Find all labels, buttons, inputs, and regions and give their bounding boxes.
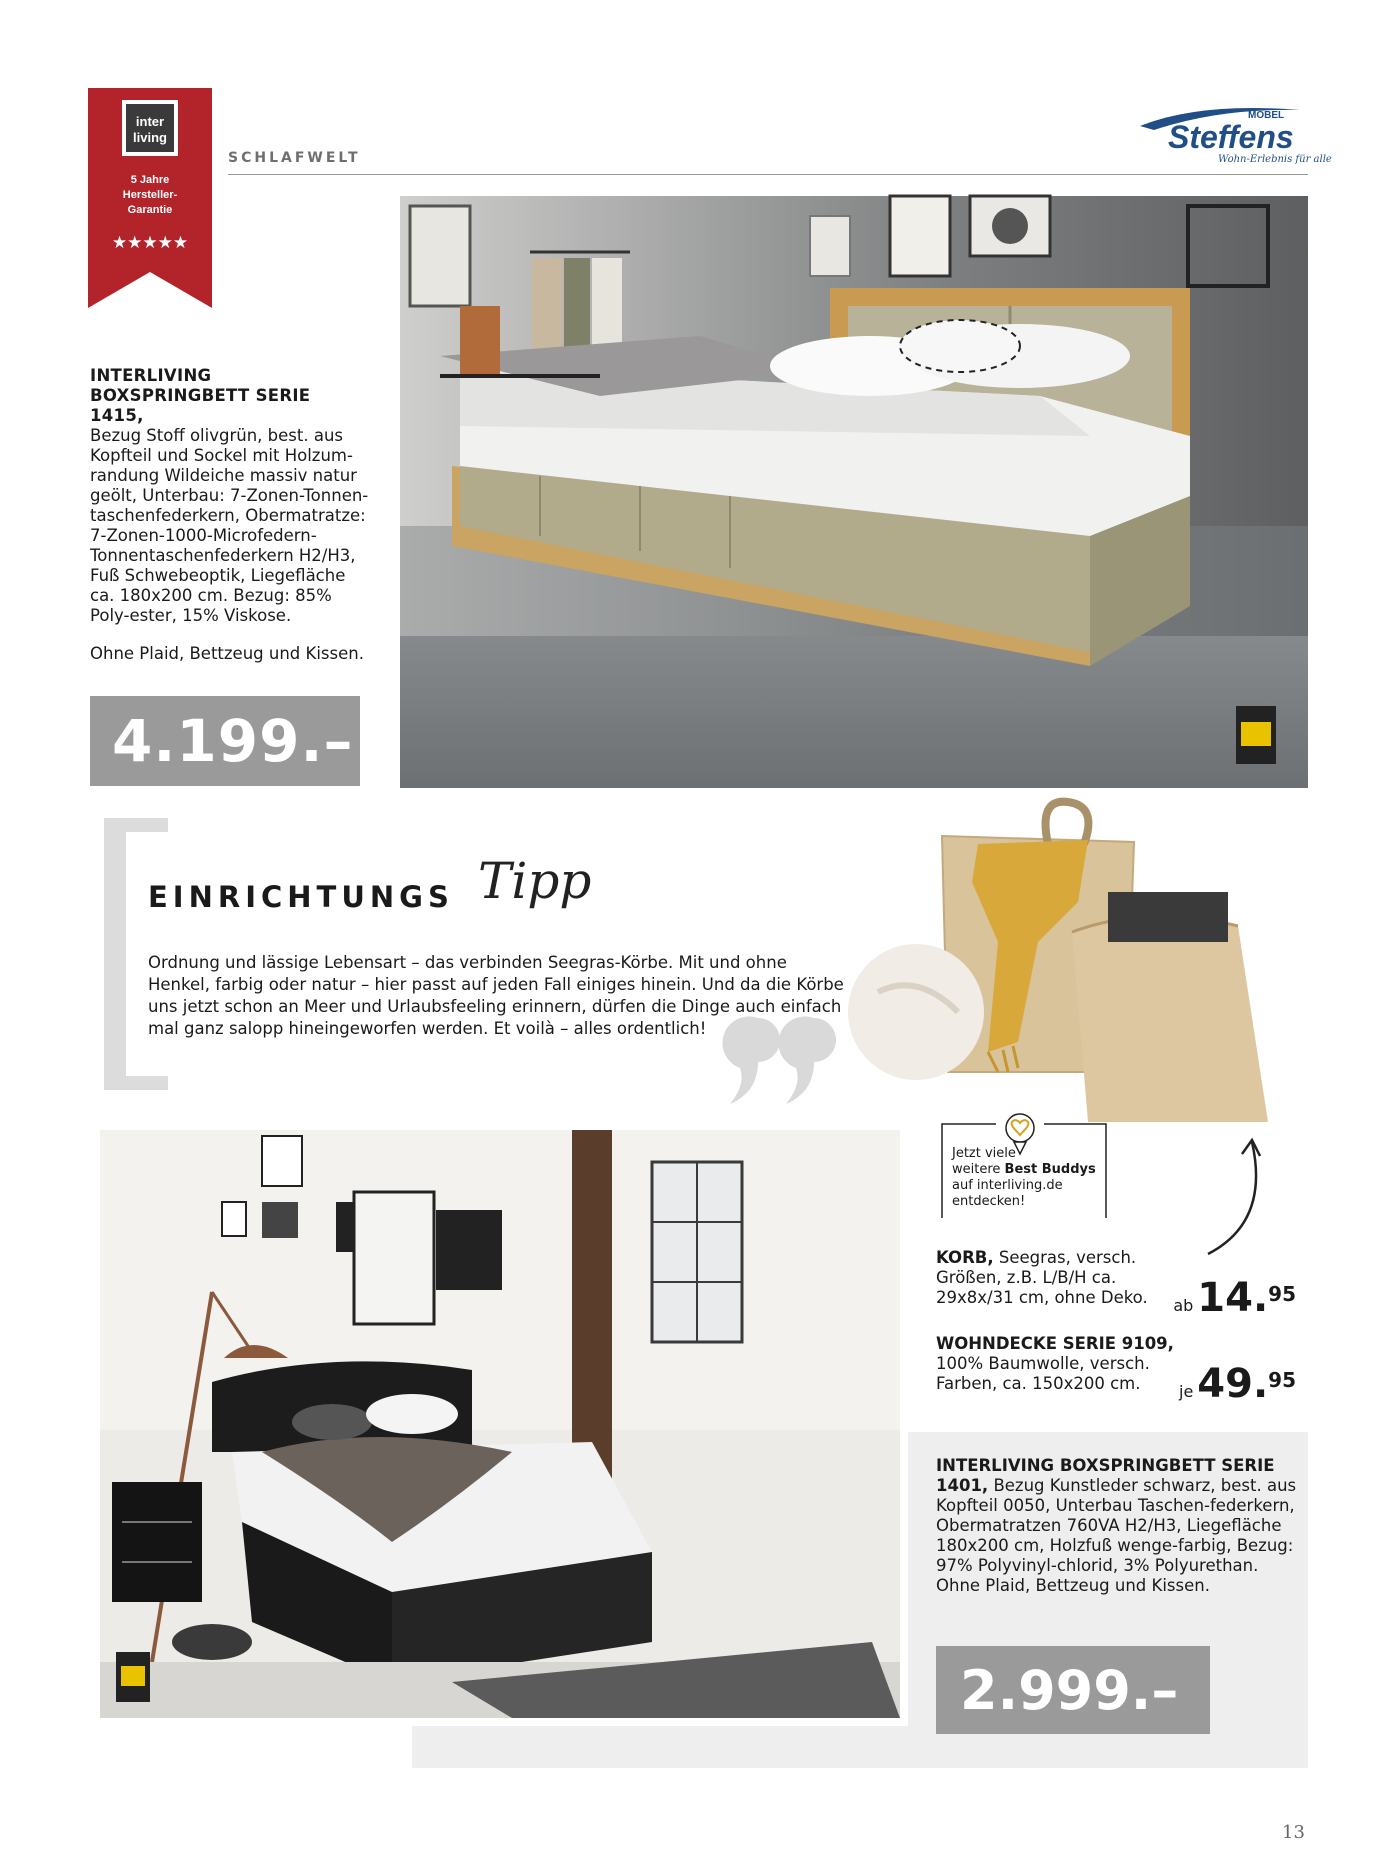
svg-text:living: living bbox=[133, 130, 167, 145]
header-divider bbox=[228, 174, 1308, 175]
product1-title-line1: INTERLIVING bbox=[90, 366, 212, 385]
wohndecke-product bbox=[936, 1334, 1308, 1407]
svg-text:MÖBEL: MÖBEL bbox=[1248, 110, 1285, 121]
tip-title: EINRICHTUNGS bbox=[148, 880, 454, 914]
svg-text:Garantie: Garantie bbox=[127, 204, 173, 216]
product3-details bbox=[936, 1456, 1306, 1596]
callout-text: Jetzt viele weitere Best Buddys auf interliving.de entdecken! bbox=[952, 1146, 1096, 1209]
product1-details bbox=[90, 366, 370, 664]
tip-title-script: Tipp bbox=[478, 852, 592, 910]
svg-text:Steffens: Steffens bbox=[1168, 119, 1294, 155]
product1-price: 4.199.– bbox=[90, 696, 360, 786]
store-logo bbox=[1130, 96, 1332, 168]
product3-title: INTERLIVING BOXSPRINGBETT SERIE 1401, bbox=[936, 1456, 1275, 1495]
callout-best-buddys: Best Buddys bbox=[1004, 1162, 1096, 1177]
wohndecke-title: WOHNDECKE SERIE 9109, bbox=[936, 1334, 1174, 1353]
guarantee-badge bbox=[88, 88, 212, 308]
product3-price: 2.999.– bbox=[936, 1646, 1210, 1734]
korb-title: KORB, bbox=[936, 1248, 994, 1267]
svg-text:5 Jahre: 5 Jahre bbox=[130, 174, 170, 186]
korb-product bbox=[936, 1248, 1308, 1321]
tip-text: Ordnung und lässige Lebensart – das verbinden Seegras-Körbe. Mit und ohne Henkel, farbig oder natur – hier passt auf jeden Fall einiges hinein. Und da die Körbe uns jetzt schon an Meer und Urlaubsfeeling erinnern, dürfen die Dinge auch einfach mal ganz salopp hineingeworfen werden. Et voilà – alles ordentlich! bbox=[148, 953, 844, 1038]
korb-description: Seegras, versch. Größen, z.B. L/B/H ca. 29x8x/31 cm, ohne Deko. bbox=[936, 1248, 1148, 1307]
wohndecke-price: je 49.95 bbox=[1179, 1361, 1296, 1407]
wohndecke-description: 100% Baumwolle, versch. Farben, ca. 150x200 cm. bbox=[936, 1354, 1150, 1393]
seagrass-baskets-photo bbox=[888, 822, 1308, 1130]
svg-text:Wohn-Erlebnis für alle: Wohn-Erlebnis für alle bbox=[1218, 154, 1332, 165]
product1-description: Bezug Stoff olivgrün, best. aus Kopfteil und Sockel mit Holzum-randung Wildeiche massiv natur geölt, Unterbau: 7-Zonen-Tonnen-taschenfederkern, Obermatratze: 7-Zonen-1000-Microfedern-Tonnentaschenfederkern H2/H3, Fuß Schwebeoptik, Liegefläche ca. 180x200 cm. Bezug: 85% Poly-ester, 15% Viskose. bbox=[90, 426, 369, 625]
product1-note: Ohne Plaid, Bettzeug und Kissen. bbox=[90, 644, 364, 663]
svg-text:★★★★★: ★★★★★ bbox=[111, 233, 189, 253]
section-label: SCHLAFWELT bbox=[228, 150, 361, 166]
boxspring-bed-olive-photo bbox=[400, 196, 1308, 788]
quote-mark-icon bbox=[728, 1008, 848, 1108]
product3-description: Bezug Kunstleder schwarz, best. aus Kopfteil 0050, Unterbau Taschen-federkern, Obermatratzen 760VA H2/H3, Liegefläche 180x200 cm, Holzfuß wenge-farbig, Bezug: 97% Polyvinyl-chlorid, 3% Polyurethan. Ohne Plaid, Bettzeug und Kissen. bbox=[936, 1476, 1297, 1595]
product1-title-line2: BOXSPRINGBETT SERIE 1415, bbox=[90, 386, 311, 425]
boxspring-bed-black-photo bbox=[92, 1122, 908, 1726]
page-number: 13 bbox=[1282, 1822, 1305, 1843]
svg-text:Hersteller-: Hersteller- bbox=[122, 189, 178, 201]
curved-arrow-icon bbox=[1200, 1132, 1280, 1262]
svg-text:inter: inter bbox=[135, 114, 165, 129]
korb-price: ab 14.95 bbox=[1173, 1275, 1296, 1321]
